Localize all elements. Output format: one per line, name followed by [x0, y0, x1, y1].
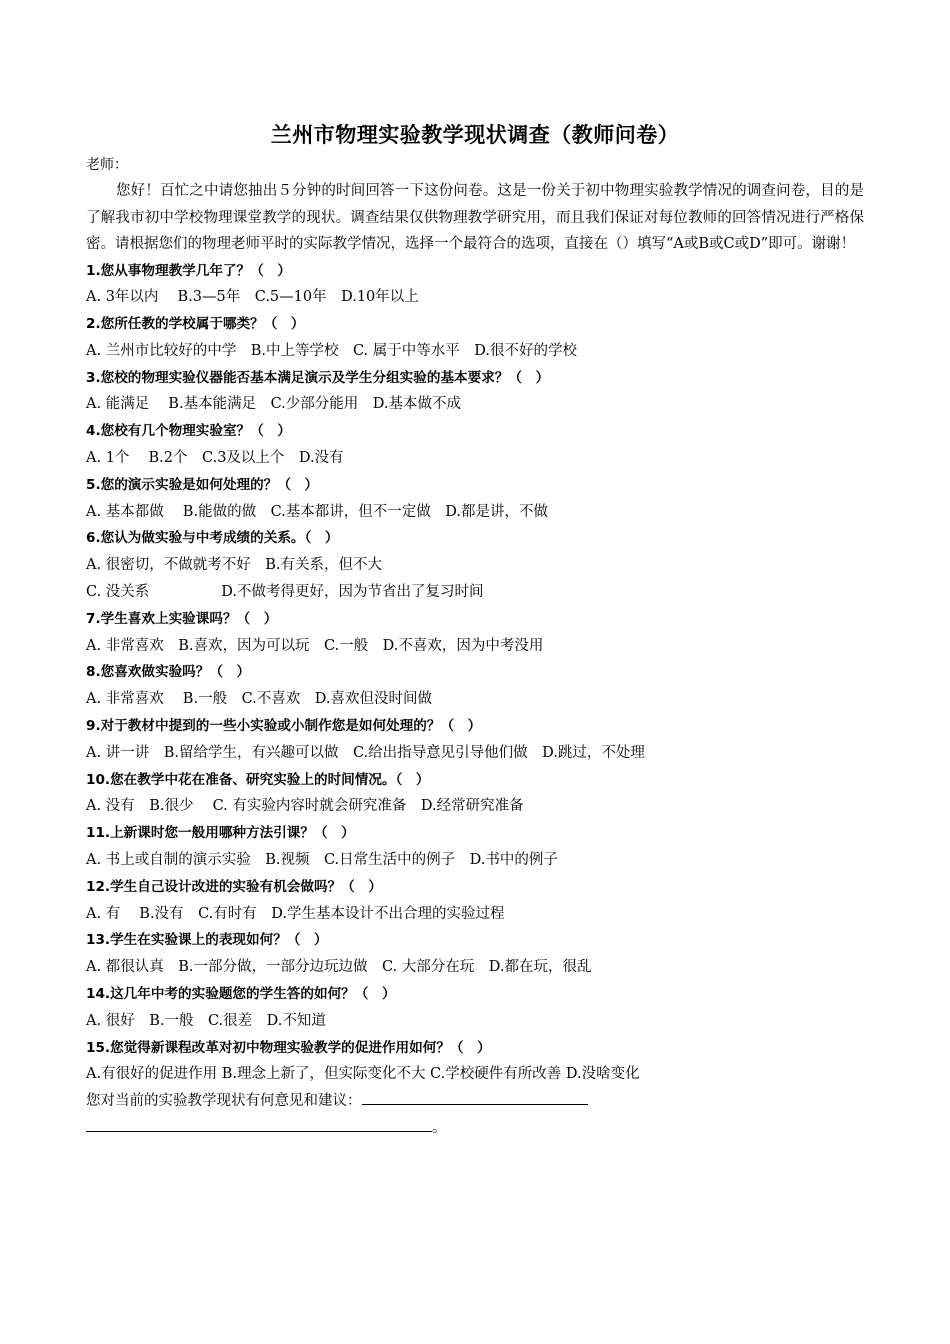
question-12: 12.学生自己设计改进的实验有机会做吗？（ ）: [86, 878, 382, 895]
question-5: 5.您的演示实验是如何处理的？（ ）: [86, 476, 319, 493]
options-4: A. 1个 B.2个 C.3及以上个 D.没有: [86, 450, 344, 467]
options-12: A. 有 B.没有 C.有时有 D.学生基本设计不出合理的实验过程: [86, 905, 505, 922]
options-10: A. 没有 B.很少 C. 有实验内容时就会研究准备 D.经常研究准备: [86, 798, 524, 815]
question-1: 1.您从事物理教学几年了？（ ）: [86, 262, 291, 279]
question-3: 3.您校的物理实验仪器能否基本满足演示及学生分组实验的基本要求？（ ）: [86, 369, 550, 386]
option-6d: D.不做考得更好，因为节省出了复习时间: [221, 584, 484, 601]
options-1: A. 3年以内 B.3—5年 C.5—10年 D.10年以上: [86, 289, 419, 306]
options-9: A. 讲一讲 B.留给学生，有兴趣可以做 C.给出指导意见引导他们做 D.跳过，不处理: [86, 744, 645, 761]
options-7: A. 非常喜欢 B.喜欢，因为可以玩 C.一般 D.不喜欢，因为中考没用: [86, 637, 544, 654]
feedback-row-2: [86, 1115, 864, 1142]
questionnaire-page: [86, 118, 864, 1142]
options-14: A. 很好 B.一般 C.很差 D.不知道: [86, 1012, 326, 1029]
options-6-line-2: [86, 579, 864, 606]
question-6: 6.您认为做实验与中考成绩的关系。（ ）: [86, 530, 339, 547]
intro-paragraph: 您好！百忙之中请您抽出５分钟的时间回答一下这份问卷。这是一份关于初中物理实验教学情况的调查问卷，目的是了解我市初中学校物理课堂教学的现状。调查结果仅供物理教学研究用，而且我们保证对每位教师的回答情况进行严格保密。请根据您们的物理老师平时的实际教学情况，选择一个最符合的选项，直接在（）填写“A或B或C或D”即可。谢谢！: [86, 183, 864, 252]
feedback-end-mark: 。: [432, 1120, 447, 1136]
page-title: 兰州市物理实验教学现状调查（教师问卷）: [270, 123, 680, 147]
question-9: 9.对于教材中提到的一些小实验或小制作您是如何处理的？（ ）: [86, 718, 482, 735]
question-7: 7.学生喜欢上实验课吗？（ ）: [86, 610, 278, 627]
question-list: [86, 258, 864, 1089]
question-14: 14.这几年中考的实验题您的学生答的如何？（ ）: [86, 986, 396, 1003]
question-13: 13.学生在实验课上的表现如何？（ ）: [86, 932, 328, 949]
feedback-blank-line-2[interactable]: [86, 1130, 432, 1132]
feedback-blank-line-1[interactable]: [362, 1103, 588, 1105]
options-2: A. 兰州市比较好的中学 B.中上等学校 C. 属于中等水平 D.很不好的学校: [86, 342, 577, 359]
options-3: A. 能满足 B.基本能满足 C.少部分能用 D.基本做不成: [86, 396, 461, 413]
question-2: 2.您所任教的学校属于哪类？（ ）: [86, 316, 305, 333]
options-11: A. 书上或自制的演示实验 B.视频 C.日常生活中的例子 D.书中的例子: [86, 852, 558, 869]
greeting: 老师：: [86, 157, 128, 173]
option-6c: C. 没关系: [86, 584, 150, 601]
question-4: 4.您校有几个物理实验室？（ ）: [86, 423, 291, 440]
options-8: A. 非常喜欢 B.一般 C.不喜欢 D.喜欢但没时间做: [86, 691, 432, 708]
feedback-prompt: 您对当前的实验教学现状有何意见和建议：: [86, 1093, 362, 1110]
options-13: A. 都很认真 B.一部分做，一部分边玩边做 C. 大部分在玩 D.都在玩，很乱: [86, 959, 592, 976]
options-5: A. 基本都做 B.能做的做 C.基本都讲，但不一定做 D.都是讲，不做: [86, 503, 548, 520]
options-15: A.有很好的促进作用 B.理念上新了，但实际变化不大 C.学校硬件有所改善 D.没啥变化: [86, 1066, 640, 1083]
question-10: 10.您在教学中花在准备、研究实验上的时间情况。（ ）: [86, 771, 430, 788]
question-15: 15.您觉得新课程改革对初中物理实验教学的促进作用如何？（ ）: [86, 1039, 491, 1056]
options-6: A. 很密切，不做就考不好 B.有关系，但不大: [86, 557, 382, 574]
question-8: 8.您喜欢做实验吗？（ ）: [86, 664, 251, 681]
question-11: 11.上新课时您一般用哪种方法引课？（ ）: [86, 825, 355, 842]
feedback-row: [86, 1088, 864, 1115]
